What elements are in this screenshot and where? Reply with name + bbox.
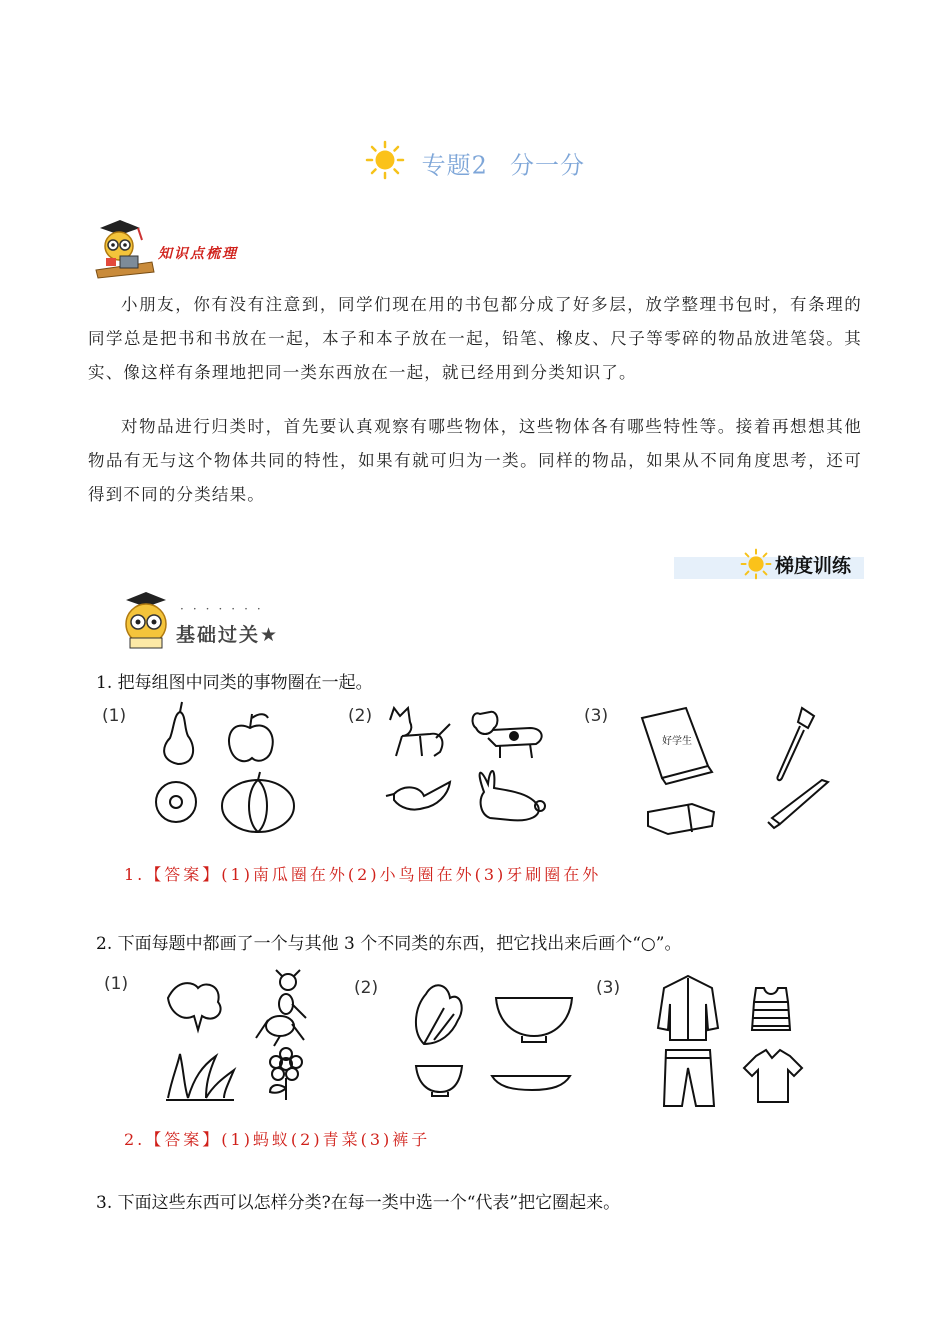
knowledge-paragraph-2: 对物品进行归类时，首先要认真观察有哪些物体，这些物体各有哪些特性等。接着再想想其他物品有无与这个物体共同的特性，如果有就可归为一类。同样的物品，如果从不同角度思考，还可得到不同的分类结果。 xyxy=(88,417,862,504)
animal-drawings xyxy=(380,700,560,835)
clothes-drawings xyxy=(656,968,816,1108)
question-2-figure xyxy=(104,968,824,1116)
group-label: (2) xyxy=(354,978,379,998)
page-title xyxy=(0,140,950,186)
sun-icon xyxy=(365,140,405,186)
level-dots: ······· xyxy=(180,602,270,616)
stationery-drawings xyxy=(632,700,832,840)
nature-drawings xyxy=(158,968,328,1108)
level-label: 基础过关★ xyxy=(176,624,280,646)
title-prefix: 专题2 xyxy=(421,151,488,180)
knowledge-label: 知识点梳理 xyxy=(158,246,238,262)
question-1-answer: 1.【答案】(1)南瓜圈在外(2)小鸟圈在外(3)牙刷圈在外 xyxy=(124,865,602,884)
group-label: (1) xyxy=(102,706,127,726)
knowledge-paragraph-1: 小朋友，你有没有注意到，同学们现在用的书包都分成了好多层，放学整理书包时，有条理的同学总是把书和书放在一起，本子和本子放在一起，铅笔、橡皮、尺子等零碎的物品放进笔袋。其实、像这样有条理地把同一类东西放在一起，就已经用到分类知识了。 xyxy=(88,295,862,382)
question-3-text: 3. 下面这些东西可以怎样分类?在每一类中选一个“代表”把它圈起来。 xyxy=(96,1193,621,1213)
group-label: (1) xyxy=(104,974,129,994)
question-1-text: 1. 把每组图中同类的事物圈在一起。 xyxy=(96,673,373,693)
fruit-drawings xyxy=(150,700,310,835)
section-label: 梯度训练 xyxy=(775,555,852,577)
question-2-answer: 2.【答案】(1)蚂蚁(2)青菜(3)裤子 xyxy=(124,1130,431,1149)
kitchen-drawings xyxy=(404,968,574,1108)
group-label: (3) xyxy=(596,978,621,998)
question-2-text: 2. 下面每题中都画了一个与其他 3 个不同类的东西，把它找出来后画个“○”。 xyxy=(96,934,682,954)
svg-text:好学生: 好学生 xyxy=(662,736,692,747)
group-label: (3) xyxy=(584,706,609,726)
group-label: (2) xyxy=(348,706,373,726)
section-sun-icon xyxy=(740,548,772,584)
question-1-figure xyxy=(98,700,858,850)
mascot-reading-icon xyxy=(92,218,158,284)
knowledge-text xyxy=(88,288,862,512)
mascot-owl-icon xyxy=(110,592,180,656)
title-name: 分一分 xyxy=(509,151,585,180)
